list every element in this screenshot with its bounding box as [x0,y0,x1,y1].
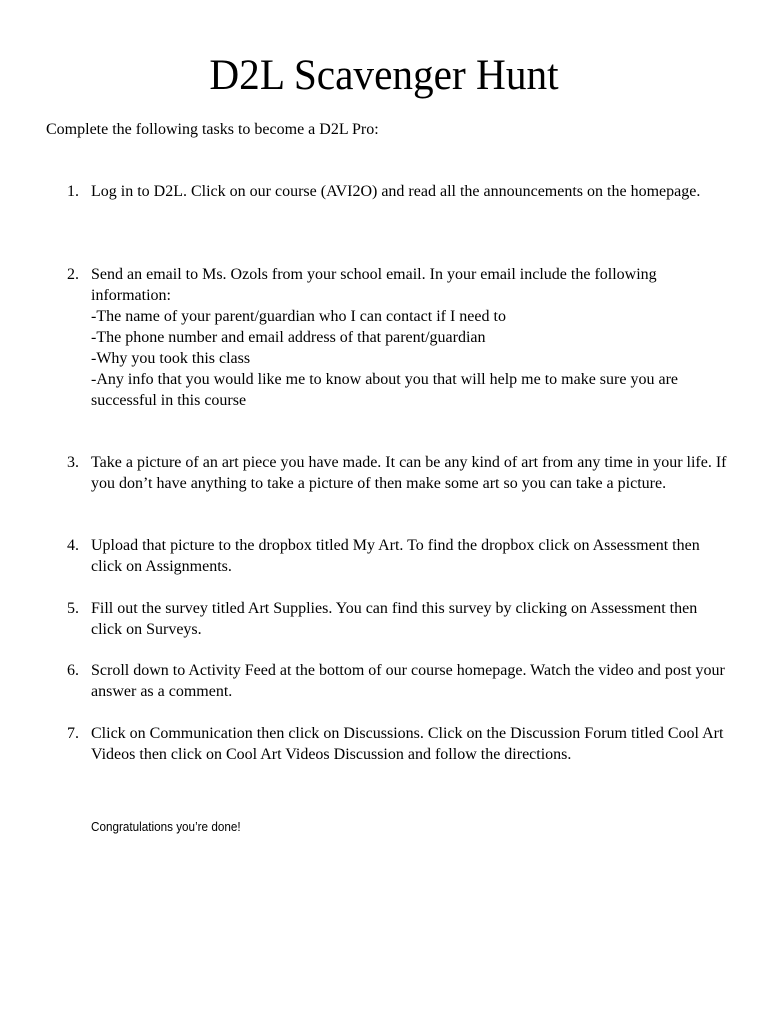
task-number: 5. [67,600,79,617]
task-text: Take a picture of an art piece you have made. It can be any kind of art from any time in your life. If you don’t have anything to take a picture of then make some art so you can take a picture. [91,454,727,492]
task-text: Click on Communication then click on Discussions. Click on the Discussion Forum titled Cool Art Videos then click on Cool Art Videos Discussion and follow the directions. [91,725,724,763]
intro-text: Complete the following tasks to become a D2L Pro: [46,121,379,138]
task-text: Upload that picture to the dropbox titled My Art. To find the dropbox click on Assessment then click on Assignments. [91,537,700,575]
task-text: Scroll down to Activity Feed at the bottom of our course homepage. Watch the video and post your answer as a comment. [91,662,725,700]
task-number: 7. [67,725,79,742]
task-item-3 [67,452,732,494]
task-number: 1. [67,183,79,200]
task-item-6 [67,660,732,702]
document-title: D2L Scavenger Hunt [209,52,559,99]
task-item-5 [67,598,732,640]
task-text: Log in to D2L. Click on our course (AVI2O) and read all the announcements on the homepage. [91,183,701,200]
task-item-4 [67,535,732,577]
task-text: Fill out the survey titled Art Supplies. You can find this survey by clicking on Assessment then click on Surveys. [91,600,698,638]
task-number: 4. [67,537,79,554]
task-text: Send an email to Ms. Ozols from your school email. In your email include the following information: [91,266,657,304]
task-subitem-guardian-contact: -The phone number and email address of that parent/guardian [91,329,486,346]
task-item-7 [67,723,732,765]
closing-message: Congratulations you’re done! [91,819,241,834]
task-subitem-reason: -Why you took this class [91,350,251,367]
task-item-1 [67,181,732,202]
task-number: 3. [67,454,79,471]
task-number: 6. [67,662,79,679]
task-subitem-info: -Any info that you would like me to know about you that will help me to make sure you are successful in this course [91,371,678,409]
task-number: 2. [67,266,79,283]
task-item-2 [67,264,732,411]
task-subitem-guardian-name: -The name of your parent/guardian who I can contact if I need to [91,308,506,325]
